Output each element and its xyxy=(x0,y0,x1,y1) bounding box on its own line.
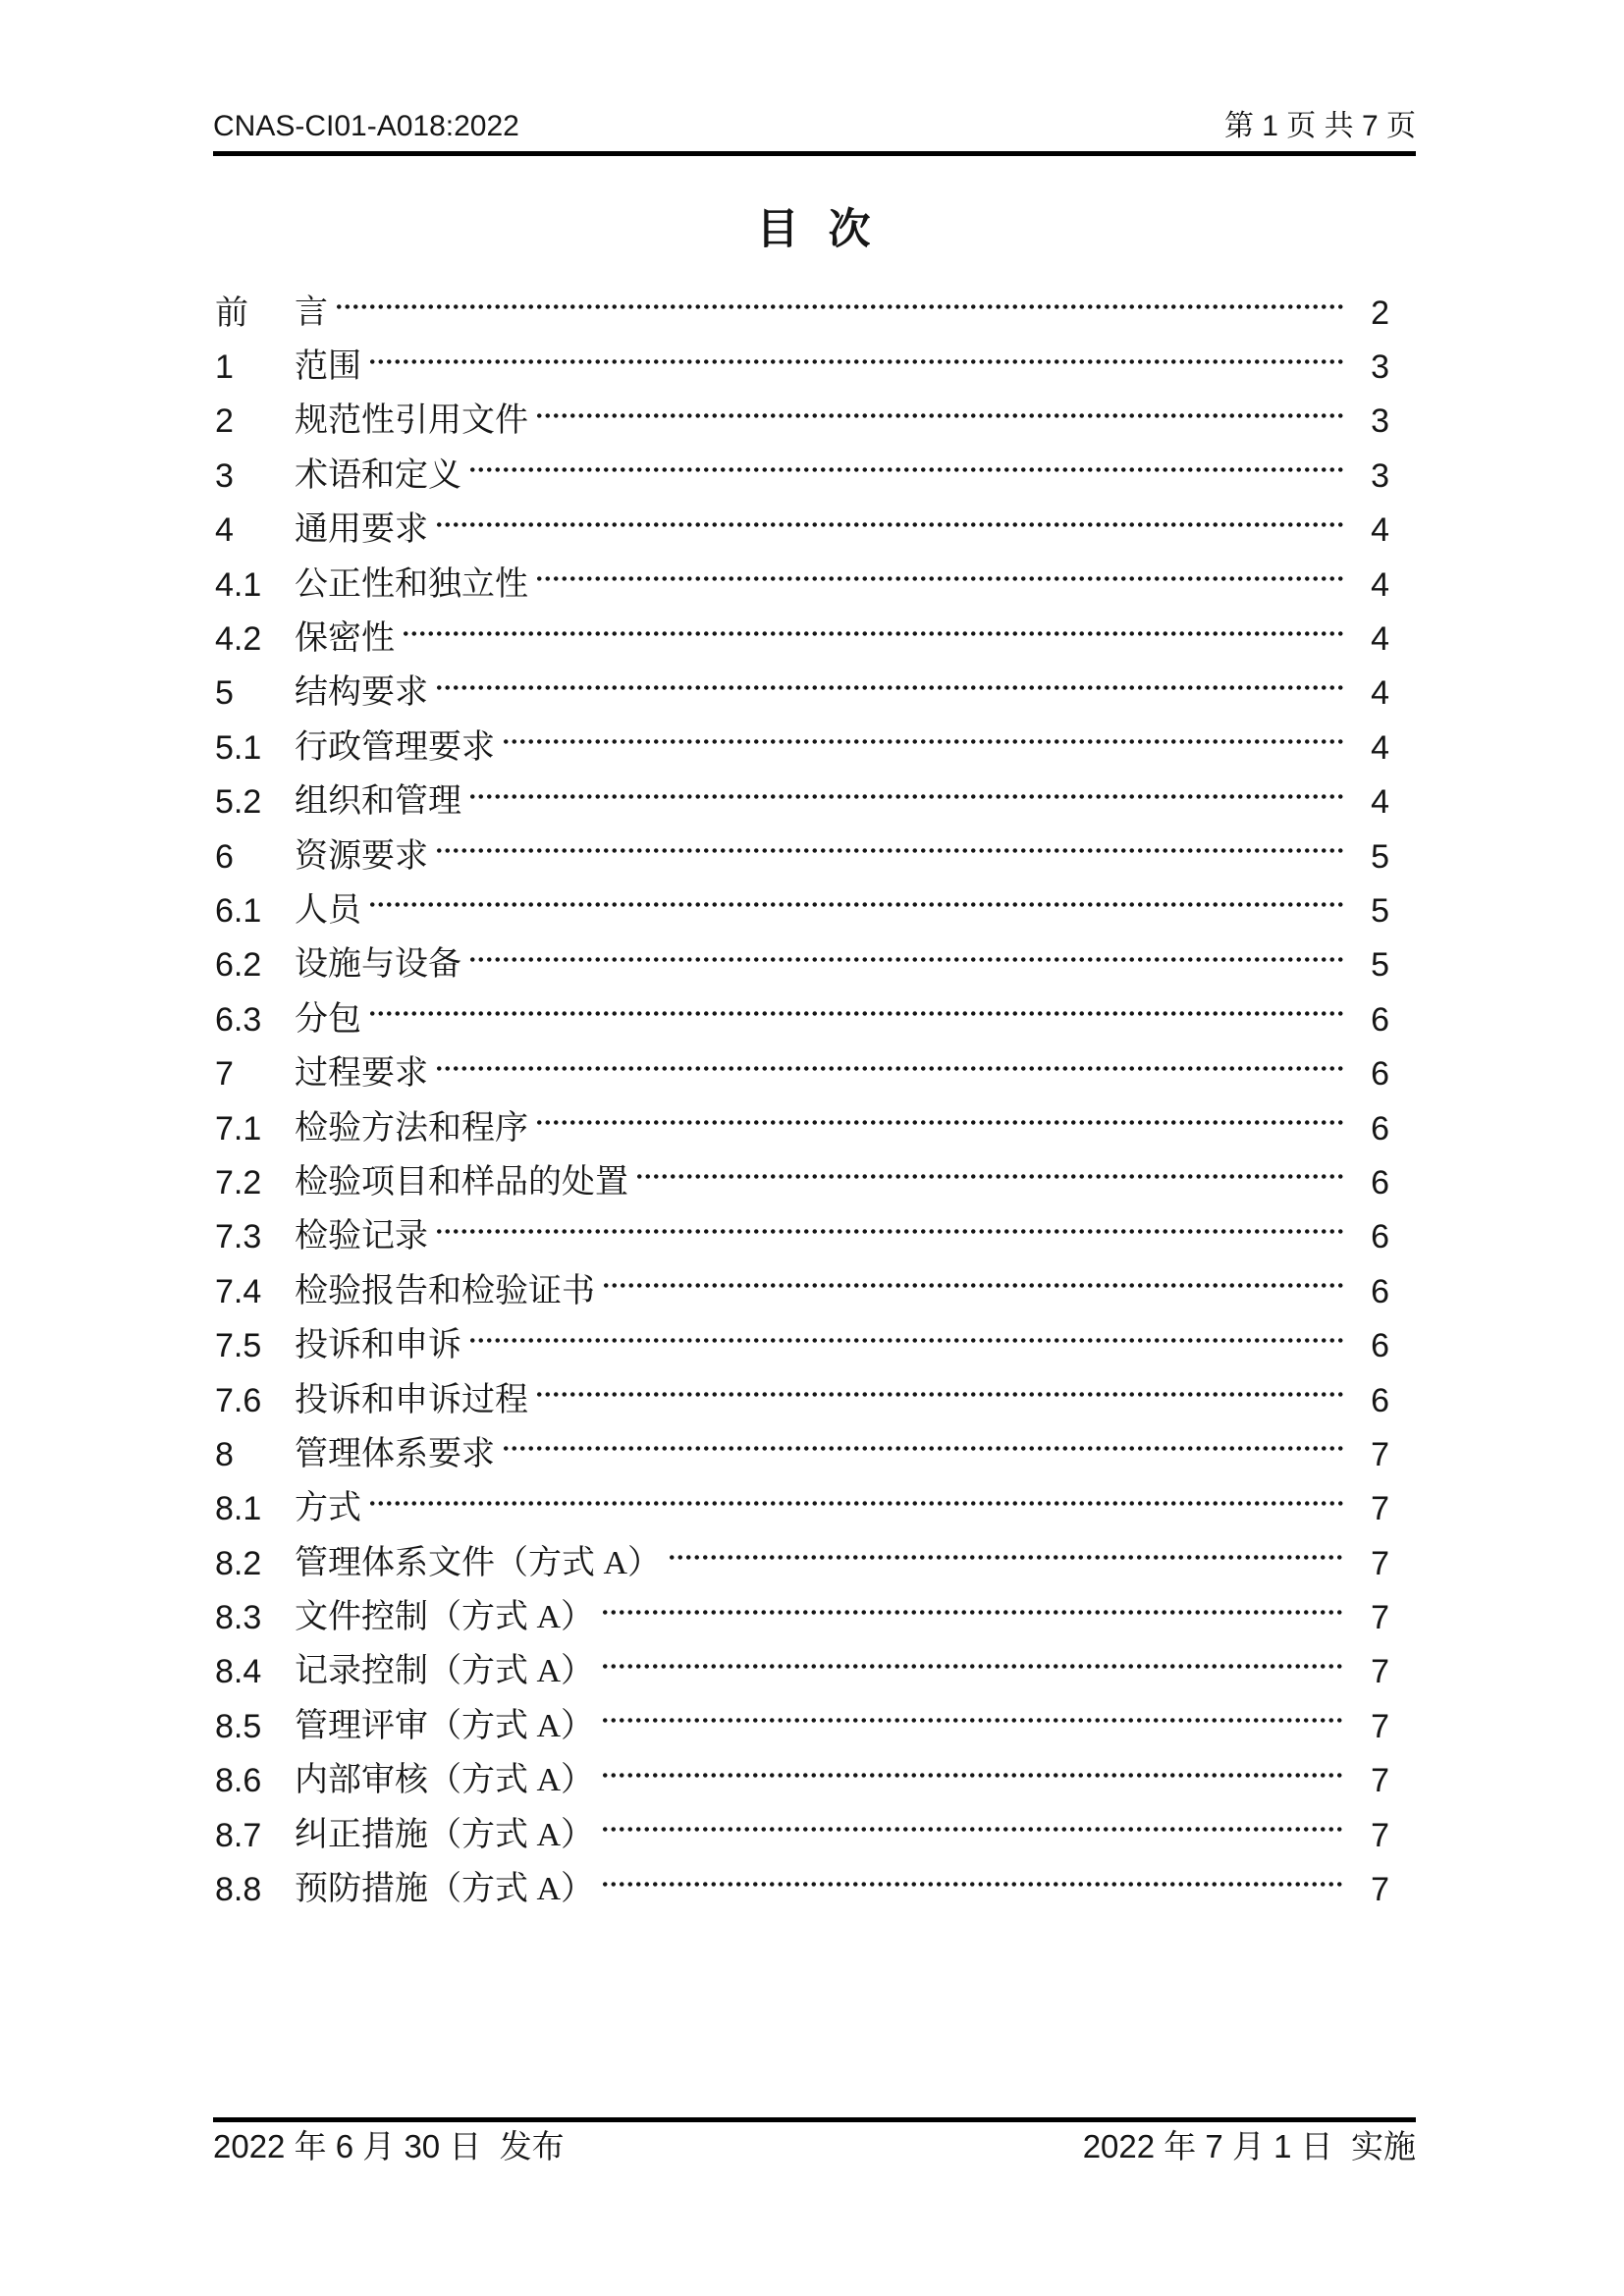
toc-entry-number: 8.1 xyxy=(215,1490,262,1528)
toc-entry-label: 投诉和申诉过程 xyxy=(295,1381,528,1418)
toc-dot-leader xyxy=(502,1446,1344,1451)
toc-entry xyxy=(213,829,1416,883)
toc-entry-label: 术语和定义 xyxy=(295,456,461,494)
toc-dot-leader xyxy=(535,413,1344,418)
toc-dot-leader xyxy=(435,522,1344,527)
toc-entry-label: 管理体系要求 xyxy=(295,1435,495,1472)
toc-entry xyxy=(213,449,1416,503)
toc-dot-leader xyxy=(368,1011,1344,1016)
toc-entry xyxy=(213,938,1416,992)
toc-entry-label: 分包 xyxy=(295,1000,361,1038)
toc-entry-label: 范围 xyxy=(295,348,361,386)
toc-dot-leader xyxy=(368,902,1344,907)
toc-entry-page: 4 xyxy=(1371,728,1389,767)
toc-entry-page: 4 xyxy=(1371,565,1389,604)
toc-entry-label: 检验记录 xyxy=(295,1218,428,1255)
toc-entry xyxy=(213,1590,1416,1644)
toc-dot-leader xyxy=(468,467,1344,472)
toc-entry xyxy=(213,1264,1416,1318)
toc-entry-label: 结构要求 xyxy=(295,674,428,712)
toc-entry xyxy=(213,1210,1416,1264)
toc-entry xyxy=(213,1482,1416,1536)
toc-entry xyxy=(213,504,1416,558)
toc-entry-label: 人员 xyxy=(295,891,361,929)
toc-entry-page: 6 xyxy=(1371,1272,1389,1310)
toc-dot-leader xyxy=(601,1664,1344,1669)
toc-entry-page: 7 xyxy=(1371,1544,1389,1582)
toc-entry xyxy=(213,1808,1416,1862)
toc-entry xyxy=(213,667,1416,721)
toc-entry xyxy=(213,286,1416,340)
toc-entry xyxy=(213,1862,1416,1916)
toc-entry-label: 检验项目和样品的处置 xyxy=(295,1163,628,1201)
toc-entry-number: 8.7 xyxy=(215,1816,262,1854)
toc-entry-number: 6 xyxy=(215,837,234,876)
toc-dot-leader xyxy=(535,1392,1344,1397)
toc-entry-page: 6 xyxy=(1371,1218,1389,1256)
toc-entry-page: 7 xyxy=(1371,1707,1389,1745)
toc-entry-number: 5.1 xyxy=(215,728,262,767)
toc-entry xyxy=(213,1645,1416,1699)
toc-entry-number: 6.2 xyxy=(215,946,262,985)
toc-entry-page: 6 xyxy=(1371,1000,1389,1039)
toc-entry-label: 管理体系文件（方式 A） xyxy=(295,1544,662,1581)
toc-entry-number: 8.8 xyxy=(215,1871,262,1909)
toc-entry xyxy=(213,395,1416,449)
toc-entry-number: 1 xyxy=(215,348,234,387)
toc-entry-page: 3 xyxy=(1371,402,1389,441)
toc-entry xyxy=(213,1373,1416,1427)
toc-entry xyxy=(213,1155,1416,1209)
toc-entry-label: 规范性引用文件 xyxy=(295,402,528,440)
toc-entry-page: 3 xyxy=(1371,456,1389,495)
toc-entry-page: 2 xyxy=(1371,294,1389,332)
toc-entry-label: 保密性 xyxy=(295,620,395,658)
toc-entry-page: 5 xyxy=(1371,946,1389,985)
toc-dot-leader xyxy=(435,685,1344,690)
toc-entry xyxy=(213,1318,1416,1372)
toc-dot-leader xyxy=(468,1338,1344,1343)
toc-entry-number: 7.3 xyxy=(215,1218,262,1256)
toc-entry-label: 记录控制（方式 A） xyxy=(295,1653,595,1690)
toc-entry-page: 6 xyxy=(1371,1163,1389,1201)
toc-entry-number: 7.1 xyxy=(215,1109,262,1148)
toc-entry-number: 4 xyxy=(215,511,234,550)
toc-entry-page: 7 xyxy=(1371,1816,1389,1854)
toc-entry-page: 7 xyxy=(1371,1435,1389,1473)
toc-dot-leader xyxy=(335,304,1344,309)
toc-entry-number: 4.2 xyxy=(215,620,262,659)
toc-entry xyxy=(213,612,1416,666)
toc-entry xyxy=(213,1754,1416,1808)
toc-entry xyxy=(213,340,1416,394)
toc-entry-label: 方式 xyxy=(295,1490,361,1527)
toc-entry-page: 3 xyxy=(1371,348,1389,387)
toc-entry-label: 检验方法和程序 xyxy=(295,1109,528,1147)
toc-entry xyxy=(213,1101,1416,1155)
toc-entry-number: 6.1 xyxy=(215,891,262,930)
toc-entry xyxy=(213,1536,1416,1590)
toc-entry-number: 8.4 xyxy=(215,1653,262,1691)
toc-dot-leader xyxy=(635,1174,1344,1179)
toc-dot-leader xyxy=(435,1229,1344,1234)
toc-entry xyxy=(213,1046,1416,1100)
toc-entry-number: 8.2 xyxy=(215,1544,262,1582)
toc-entry-page: 6 xyxy=(1371,1055,1389,1094)
toc-dot-leader xyxy=(601,1718,1344,1723)
toc-dot-leader xyxy=(668,1555,1344,1560)
toc-entry-page: 6 xyxy=(1371,1109,1389,1148)
toc-dot-leader xyxy=(368,359,1344,364)
toc-entry-label: 内部审核（方式 A） xyxy=(295,1762,595,1799)
footer-issue-date: 2022 年 6 月 30 日 发布 xyxy=(213,2128,565,2164)
toc-dot-leader xyxy=(601,1827,1344,1832)
toc-entry-number: 2 xyxy=(215,402,234,441)
toc-entry xyxy=(213,1427,1416,1481)
toc-entry-number: 4.1 xyxy=(215,565,262,604)
toc-entry-number: 7.5 xyxy=(215,1327,262,1365)
toc-entry-label: 检验报告和检验证书 xyxy=(295,1272,595,1309)
toc-dot-leader xyxy=(468,794,1344,799)
toc-entry-page: 5 xyxy=(1371,837,1389,876)
toc-entry xyxy=(213,558,1416,612)
toc-dot-leader xyxy=(535,1120,1344,1125)
footer-implement-date: 2022 年 7 月 1 日 实施 xyxy=(1082,2128,1416,2164)
toc-entry xyxy=(213,1699,1416,1753)
toc-entry-page: 6 xyxy=(1371,1381,1389,1419)
page-header xyxy=(213,112,1416,141)
toc-dot-leader xyxy=(435,1066,1344,1071)
toc-dot-leader xyxy=(602,1283,1344,1288)
toc-entry-number: 5 xyxy=(215,674,234,713)
toc-entry-number: 8.5 xyxy=(215,1707,262,1745)
toc-entry-page: 7 xyxy=(1371,1762,1389,1800)
toc-entry-page: 7 xyxy=(1371,1653,1389,1691)
toc-entry-label: 预防措施（方式 A） xyxy=(295,1871,595,1908)
header-page-info: 第 1 页 共 7 页 xyxy=(1223,110,1416,142)
toc-dot-leader xyxy=(601,1882,1344,1887)
toc-dot-leader xyxy=(535,576,1344,581)
toc-entry-label: 组织和管理 xyxy=(295,783,461,821)
toc-entry-label: 投诉和申诉 xyxy=(295,1327,461,1364)
toc-dot-leader xyxy=(468,957,1344,962)
toc-entry-number: 8.3 xyxy=(215,1599,262,1637)
toc-dot-leader xyxy=(435,848,1344,853)
page-footer xyxy=(213,2130,1416,2163)
toc-entry-number: 8 xyxy=(215,1435,234,1473)
toc-entry-page: 7 xyxy=(1371,1871,1389,1909)
toc-dot-leader xyxy=(601,1773,1344,1778)
page-title: 目 次 xyxy=(756,206,873,253)
header-rule xyxy=(213,151,1416,156)
toc-entry-number: 7.4 xyxy=(215,1272,262,1310)
toc-entry-number: 6.3 xyxy=(215,1000,262,1039)
toc-list xyxy=(213,286,1416,1917)
toc-entry-number: 5.2 xyxy=(215,783,262,822)
toc-entry-label: 过程要求 xyxy=(295,1055,428,1093)
toc-entry-page: 7 xyxy=(1371,1599,1389,1637)
toc-entry-label: 设施与设备 xyxy=(295,946,461,984)
toc-entry-number: 7.6 xyxy=(215,1381,262,1419)
toc-entry xyxy=(213,992,1416,1046)
toc-entry-number: 7 xyxy=(215,1055,234,1094)
toc-entry-label: 公正性和独立性 xyxy=(295,565,528,603)
toc-dot-leader xyxy=(402,631,1344,636)
toc-entry-page: 4 xyxy=(1371,783,1389,822)
toc-entry-label: 管理评审（方式 A） xyxy=(295,1707,595,1744)
toc-entry-label: 纠正措施（方式 A） xyxy=(295,1816,595,1853)
toc-dot-leader xyxy=(601,1610,1344,1615)
toc-entry xyxy=(213,775,1416,829)
toc-entry-number: 前 xyxy=(215,294,248,332)
toc-entry-page: 7 xyxy=(1371,1490,1389,1528)
toc-entry xyxy=(213,721,1416,774)
toc-dot-leader xyxy=(502,739,1344,744)
toc-entry-label: 资源要求 xyxy=(295,837,428,875)
toc-entry-number: 3 xyxy=(215,456,234,495)
toc-entry-page: 4 xyxy=(1371,511,1389,550)
toc-entry-number: 7.2 xyxy=(215,1163,262,1201)
header-doc-code: CNAS-CI01-A018:2022 xyxy=(213,110,519,142)
toc-entry-number: 8.6 xyxy=(215,1762,262,1800)
footer-rule xyxy=(213,2117,1416,2122)
toc-entry-label: 通用要求 xyxy=(295,511,428,549)
toc-entry-label: 言 xyxy=(295,294,328,331)
toc-entry-page: 4 xyxy=(1371,620,1389,659)
toc-entry-page: 6 xyxy=(1371,1327,1389,1365)
toc-dot-leader xyxy=(368,1501,1344,1506)
toc-entry-label: 行政管理要求 xyxy=(295,728,495,766)
toc-entry-label: 文件控制（方式 A） xyxy=(295,1599,595,1636)
toc-entry-page: 5 xyxy=(1371,891,1389,930)
toc-entry xyxy=(213,883,1416,937)
toc-entry-page: 4 xyxy=(1371,674,1389,713)
